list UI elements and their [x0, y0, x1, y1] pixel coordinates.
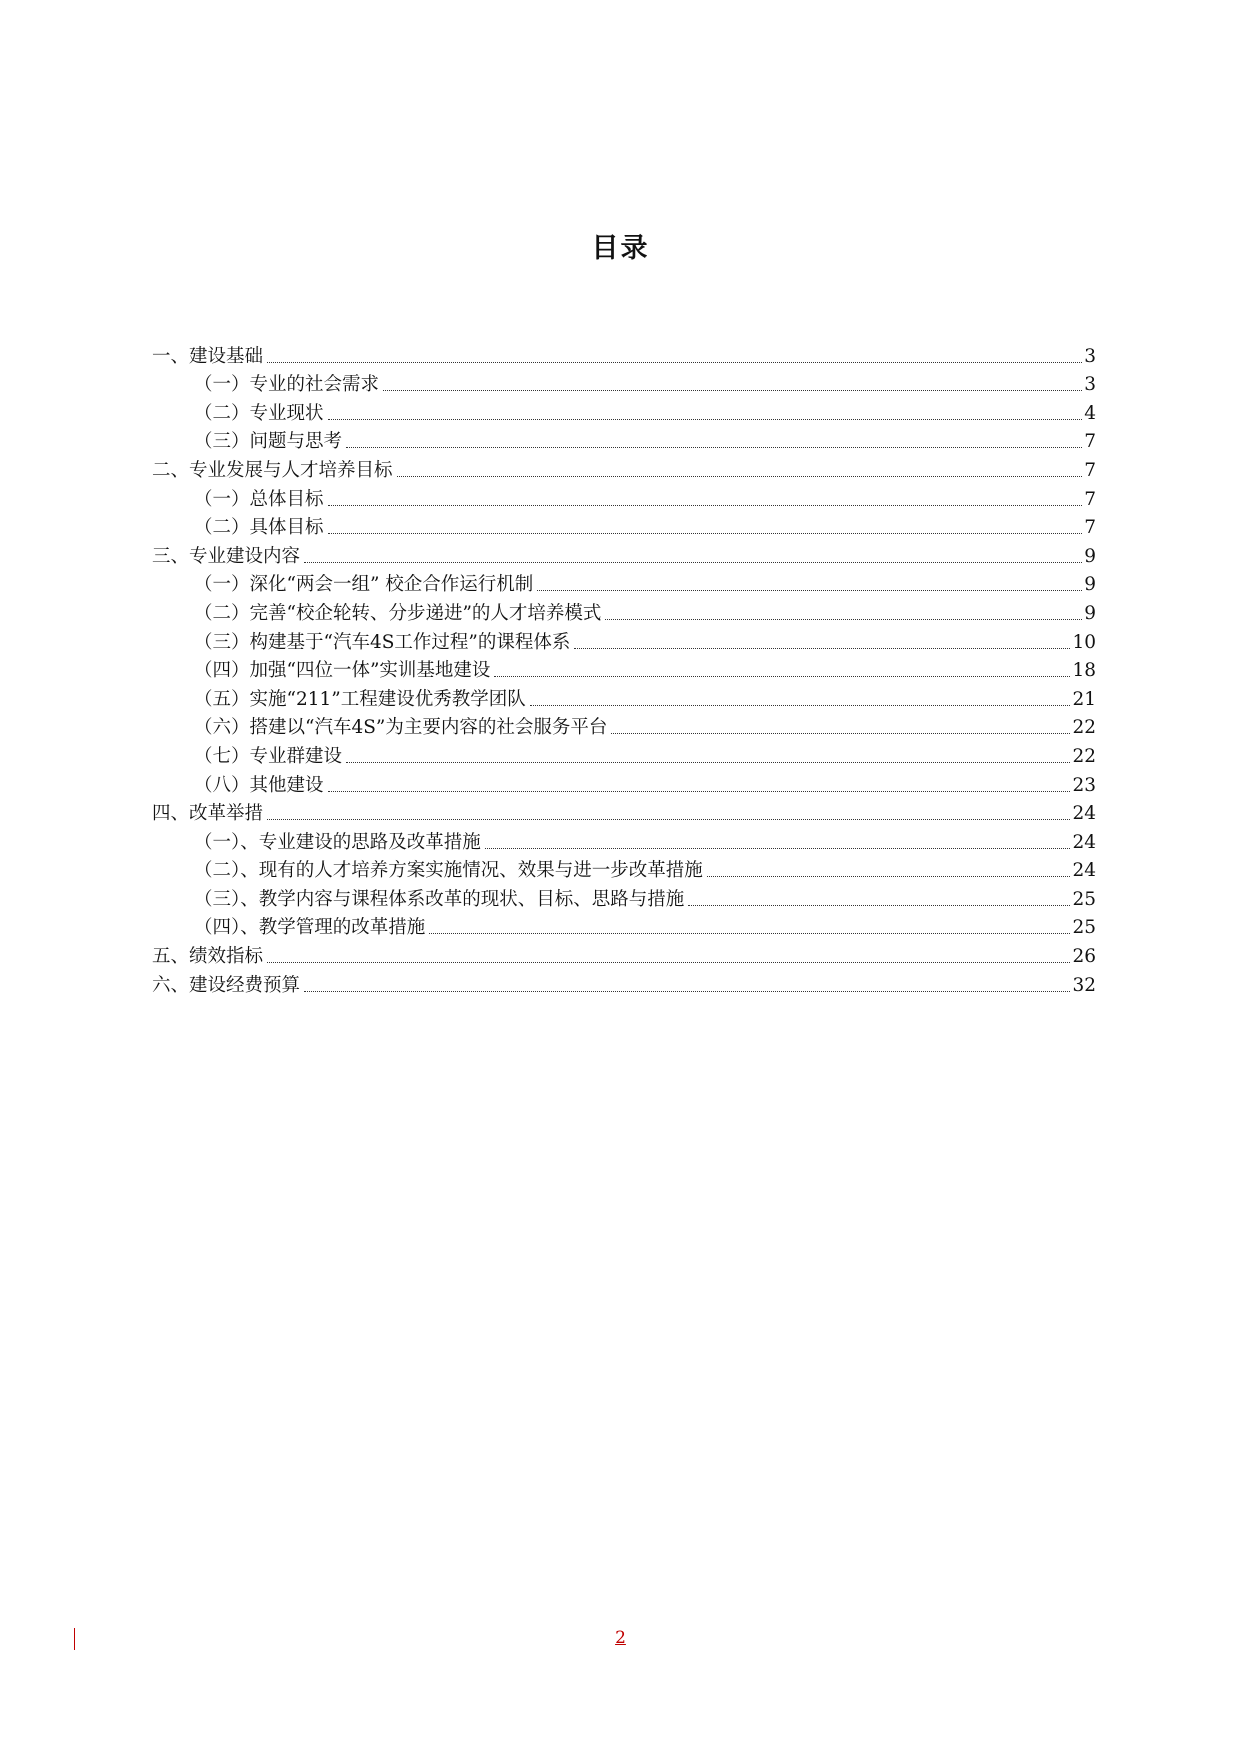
- dot-leader: [328, 791, 1071, 792]
- toc-entry-label: （三）、教学内容与课程体系改革的现状、目标、思路与措施: [194, 888, 685, 910]
- toc-entry-label: 一、建设基础: [152, 345, 264, 367]
- dot-leader: [267, 819, 1070, 820]
- toc-entry-page: 18: [1072, 660, 1096, 682]
- dot-leader: [346, 447, 1082, 448]
- toc-entry-label: 二、专业发展与人才培养目标: [152, 459, 393, 481]
- toc-entry[interactable]: [152, 657, 1096, 686]
- dot-leader: [605, 619, 1082, 620]
- toc-entry-label: （五）实施“211”工程建设优秀教学团队: [194, 688, 526, 710]
- dot-leader: [267, 362, 1082, 363]
- dot-leader: [485, 848, 1071, 849]
- dot-leader: [494, 676, 1070, 677]
- toc-entry-page: 32: [1072, 974, 1096, 996]
- toc-entry-label: 五、绩效指标: [152, 946, 264, 968]
- toc-entry-label: （三）构建基于“汽车4S工作过程”的课程体系: [194, 631, 571, 653]
- dot-leader: [429, 933, 1070, 934]
- page-title: 目录: [591, 233, 650, 264]
- toc-entry-label: （二）专业现状: [194, 402, 324, 424]
- table-of-contents: [152, 342, 1096, 1000]
- toc-entry-label: （二）完善“校企轮转、分步递进”的人才培养模式: [194, 602, 602, 624]
- toc-entry-page: 4: [1084, 402, 1096, 424]
- toc-entry-page: 9: [1084, 545, 1096, 567]
- toc-entry-label: （二）、现有的人才培养方案实施情况、效果与进一步改革措施: [194, 860, 703, 882]
- toc-entry[interactable]: [152, 371, 1096, 400]
- dot-leader: [267, 962, 1070, 963]
- toc-entry[interactable]: [152, 885, 1096, 914]
- toc-entry-page: 24: [1072, 860, 1096, 882]
- toc-entry-label: （二）具体目标: [194, 517, 324, 539]
- toc-entry-label: 四、改革举措: [152, 803, 264, 825]
- toc-entry-page: 21: [1072, 688, 1096, 710]
- toc-entry-label: （四）、教学管理的改革措施: [194, 917, 426, 939]
- toc-entry-page: 24: [1072, 831, 1096, 853]
- toc-entry[interactable]: [152, 685, 1096, 714]
- toc-entry-page: 25: [1072, 888, 1096, 910]
- toc-entry-label: 六、建设经费预算: [152, 974, 301, 996]
- toc-entry[interactable]: [152, 628, 1096, 657]
- toc-entry-label: 三、专业建设内容: [152, 545, 301, 567]
- toc-entry[interactable]: [152, 714, 1096, 743]
- dot-leader: [328, 533, 1083, 534]
- toc-entry[interactable]: [152, 485, 1096, 514]
- dot-leader: [328, 505, 1083, 506]
- toc-entry-label: （一）专业的社会需求: [194, 374, 380, 396]
- toc-entry[interactable]: [152, 857, 1096, 886]
- toc-entry[interactable]: [152, 914, 1096, 943]
- toc-entry-page: 7: [1084, 517, 1096, 539]
- toc-entry-label: （一）总体目标: [194, 488, 324, 510]
- toc-entry-page: 26: [1072, 946, 1096, 968]
- toc-entry-page: 25: [1072, 917, 1096, 939]
- toc-entry-label: （一）、专业建设的思路及改革措施: [194, 831, 481, 853]
- toc-entry-label: （六）搭建以“汽车4S”为主要内容的社会服务平台: [194, 717, 608, 739]
- toc-entry-page: 9: [1084, 602, 1096, 624]
- dot-leader: [707, 876, 1071, 877]
- toc-entry-page: 23: [1072, 774, 1096, 796]
- toc-entry-page: 7: [1084, 459, 1096, 481]
- toc-entry-page: 22: [1072, 745, 1096, 767]
- toc-entry[interactable]: [152, 771, 1096, 800]
- toc-entry[interactable]: [152, 514, 1096, 543]
- toc-entry[interactable]: [152, 571, 1096, 600]
- toc-entry[interactable]: [152, 428, 1096, 457]
- toc-entry-page: 9: [1084, 574, 1096, 596]
- dot-leader: [304, 562, 1082, 563]
- toc-entry[interactable]: [152, 342, 1096, 371]
- toc-entry[interactable]: [152, 456, 1096, 485]
- dot-leader: [688, 905, 1070, 906]
- toc-entry-page: 7: [1084, 431, 1096, 453]
- toc-entry-page: 7: [1084, 488, 1096, 510]
- toc-entry-label: （三）问题与思考: [194, 431, 343, 453]
- dot-leader: [611, 733, 1070, 734]
- toc-entry[interactable]: [152, 942, 1096, 971]
- toc-entry[interactable]: [152, 742, 1096, 771]
- dot-leader: [574, 648, 1070, 649]
- toc-entry[interactable]: [152, 828, 1096, 857]
- dot-leader: [304, 991, 1070, 992]
- dot-leader: [397, 476, 1083, 477]
- toc-entry-label: （八）其他建设: [194, 774, 324, 796]
- toc-entry[interactable]: [152, 399, 1096, 428]
- dot-leader: [383, 390, 1082, 391]
- page-number: 2: [615, 1628, 626, 1648]
- dot-leader: [328, 419, 1083, 420]
- toc-entry-page: 22: [1072, 717, 1096, 739]
- toc-entry-page: 10: [1072, 631, 1096, 653]
- toc-entry[interactable]: [152, 800, 1096, 829]
- dot-leader: [537, 590, 1082, 591]
- dot-leader: [346, 762, 1070, 763]
- toc-entry-page: 24: [1072, 803, 1096, 825]
- toc-entry[interactable]: [152, 542, 1096, 571]
- toc-entry[interactable]: [152, 971, 1096, 1000]
- toc-entry-page: 3: [1084, 374, 1096, 396]
- dot-leader: [530, 705, 1071, 706]
- toc-entry-label: （四）加强“四位一体”实训基地建设: [194, 660, 491, 682]
- toc-entry[interactable]: [152, 599, 1096, 628]
- toc-entry-label: （七）专业群建设: [194, 745, 343, 767]
- toc-entry-page: 3: [1084, 345, 1096, 367]
- toc-entry-label: （一）深化“两会一组” 校企合作运行机制: [194, 574, 534, 596]
